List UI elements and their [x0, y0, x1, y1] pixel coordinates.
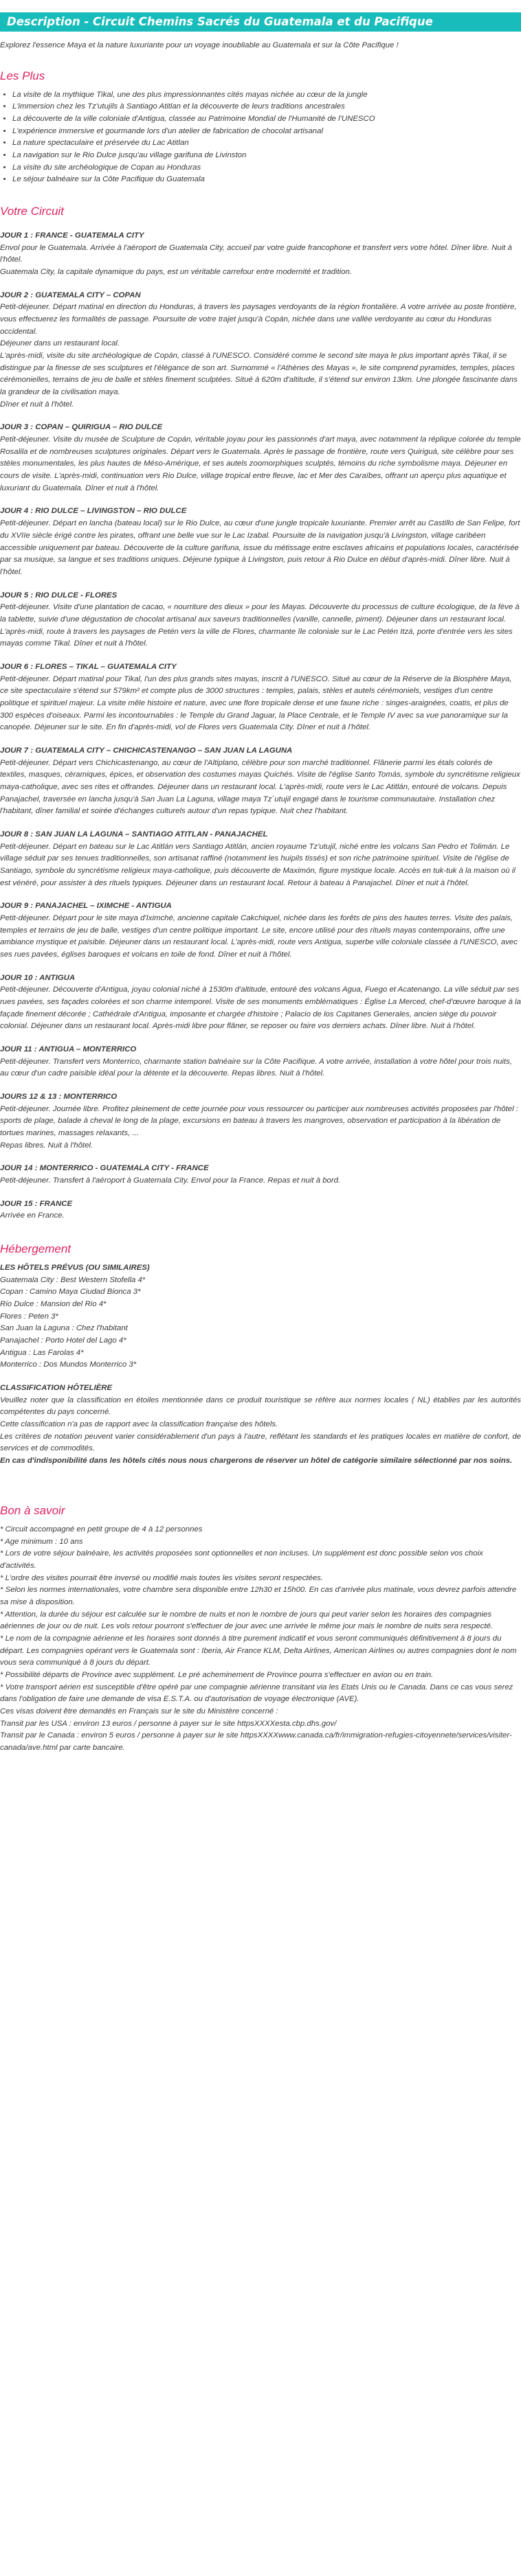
classification-title: CLASSIFICATION HÔTELIÈRE — [0, 1384, 113, 1393]
hebergement-heading: Hébergement — [0, 1242, 71, 1256]
plus-item: • Le séjour balnéaire sur la Côte Pacifique du Guatemala — [12, 174, 521, 186]
day-body: Petit-déjeuner. Transfert vers Monterrico, charmante station balnéaire sur la Côte Pacifique. A votre arrivée, installation à votre hôtel pour trois nuits, au cœur d'un cadre paisible idéal pour la détente et la découverte. Repas libres. Nuit à l'hôtel. — [0, 1057, 512, 1078]
note-item: * Lors de votre séjour balnéaire, les activités proposées sont optionnelles et non incluses. Un supplément est donc possible selon vos choix d'activités. — [0, 1549, 483, 1570]
plus-item: • La navigation sur le Rio Dulce jusqu'au village garifuna de Livinston — [12, 150, 521, 162]
note-item: * Possibilité départs de Province avec supplément. Le pré acheminement de Province pourra s'effectuer en avion ou en train. — [0, 1670, 434, 1679]
note-item: * Selon les normes internationales, votre chambre sera disponible entre 12h30 et 15h00. En cas d'arrivée plus matinale, vous devrez parfois attendre sa mise à disposition. — [0, 1586, 517, 1606]
classification-paragraph: Veuillez noter que la classification en étoiles mentionnée dans ce produit touristique se réfère aux normes locales ( NL) établies par les autorités compétentes du pays concerné. — [0, 1395, 521, 1417]
day-title: JOUR 8 : SAN JUAN LA LAGUNA – SANTIAGO ATITLAN - PANAJACHEL — [0, 830, 268, 839]
day-body: Petit-déjeuner. Départ vers Chichicastenango, au cœur de l'Altiplano, célèbre pour son marché traditionnel. Flânerie parmi les étals colorés de textiles, masques, céramiques, épices, et observation des costumes mayas Quichés. Visite de l'église Santo Tomás, symbole du syncrétisme religieux maya-catholique, avec ses rites et offrandes. Déjeuner dans un restaurant local. L'après-midi, route vers le Lac Atitlán, entouré de volcans. Depuis Panajachel, traversée en lancha jusqu'à San Juan La Laguna, village maya Tz´utujil engagé dans le tourisme communautaire. Installation chez l'habitant, dîner familial et soirée d'échanges culturels autour d'un repas typique. Nuit chez l'habitant. — [0, 758, 520, 816]
itinerary — [0, 230, 521, 1222]
note-item: * Circuit accompagné en petit groupe de 4 à 12 personnes — [0, 1525, 203, 1534]
day-body: Petit-déjeuner. Départ en lancha (bateau local) sur le Rio Dulce, au cœur d'une jungle tropicale luxuriante. Premier arrêt au Castillo de San Felipe, fort du XVIIe siècle érigé contre les pirates, offrant une belle vue sur le Lac Izabal. Poursuite de la navigation jusqu'à Livingston, village caribéen accessible uniquement par bateau. Découverte de la culture garifuna, issue du métissage entre esclaves africains et populations locales, caractérisée par sa musique, sa langue et ses traditions uniques. Déjeune typique à Livingston, puis retour à Rio Dulce en début d'après-midi. Dîner libre. Nuit à l'hôtel. — [0, 519, 520, 576]
note-item: * Age minimum : 10 ans — [0, 1537, 83, 1546]
hotel-item: Guatemala City : Best Western Stofella 4* — [0, 1275, 146, 1284]
day-title: JOUR 11 : ANTIGUA – MONTERRICO — [0, 1045, 137, 1054]
hotel-item: Antigua : Las Farolas 4* — [0, 1348, 84, 1357]
hotel-item: Panajachel : Porto Hotel del Lago 4* — [0, 1336, 126, 1345]
day-body: Petit-déjeuner. Départ matinal pour Tikal, l'un des plus grands sites mayas, inscrit à l'UNESCO. Situé au cœur de la Réserve de la Biosphère Maya, ce site spectaculaire s'étend sur 579km² et compte plus de 3000 structures : temples, palais, stèles et autels cérémoniels, vestiges d'un centre politique et spirituel majeur. La visite mêle histoire et nature, avec une flore tropicale dense et une faune riche : singes-araignées, coatis, et plus de 300 espèces d'oiseaux. Parmi les incontournables : le Temple du Grand Jaguar, la Place Centrale, et le Temple IV avec sa vue panoramique sur la canopée. Déjeuner sur le site. En fin d'après-midi, vol de Flores vers Guatemala City. Dîner et nuit à l'hôtel. — [0, 674, 512, 732]
day-body: Petit-déjeuner. Départ pour le site maya d'Iximché, ancienne capitale Cakchiquel, nichée dans les forêts de pins des hautes terres. Visite des palais, temples et terrains de jeu de balle, vestiges d'un centre politique important. Le site, encore utilisé pour des rituels mayas contemporains, offre une ambiance mystique et paisible. Déjeuner dans un restaurant local. L'après-midi, route vers Antigua, superbe ville coloniale classée à l'UNESCO, avec ses rues pavées, églises baroques et volcans en toile de fond. Dîner et nuit à l'hôtel. — [0, 913, 518, 959]
circuit-heading: Votre Circuit — [0, 205, 64, 218]
classification-text — [0, 1395, 521, 1455]
day-title: JOUR 3 : COPAN – QUIRIGUA – RIO DULCE — [0, 423, 163, 432]
day-title: JOUR 4 : RIO DULCE – LIVINGSTON – RIO DULCE — [0, 507, 187, 516]
plus-item: • L'expérience immersive et gourmande lors d'un atelier de fabrication de chocolat artisanal — [12, 126, 521, 138]
plus-item: • L'immersion chez les Tz'utujils à Santiago Atitlan et la découverte de leurs traditions ancestrales — [12, 101, 521, 113]
hotel-item: Monterrico : Dos Mundos Monterrico 3* — [0, 1360, 137, 1369]
classification-note: En cas d'indisponibilité dans les hôtels cités nous nous chargerons de réserver un hôtel de catégorie similaire sélectionné par nos soins. — [0, 1457, 513, 1466]
day-body: Petit-déjeuner. Départ matinal en direction du Honduras, à travers les paysages verdoyants de la région frontalière. A votre arrivée au poste frontière, vous effectuerez les formalités de passage. Poursuite de votre trajet jusqu'à Copán, nichée dans une vallée verdoyante au cœur du Honduras occidental. Déjeuner dans un restaurant local. L'après-midi, visite du site archéologique de Copán, classé à l'UNESCO. Considéré comme le second site maya le plus important après Tikal, il se distingue par la finesse de ses sculptures et l'élégance de son art. Surnommé « l'Athènes des Mayas », le site comprend pyramides, temples, places cérémonielles, terrains de jeu de balle et stèles finement sculptées. Situé à 620m d'altitude, il s'étend sur environ 13km. Une plongée fascinante dans la grandeur de la civilisation maya. Dîner et nuit à l'hôtel. — [0, 303, 518, 409]
day-title: JOUR 15 : FRANCE — [0, 1199, 73, 1208]
day-body: Petit-déjeuner. Visite du musée de Sculpture de Copán, véritable joyau pour les passionnés d'art maya, avec notamment la réplique colorée du temple Rosalila et de nombreuses sculptures originales. Départ vers le Guatemala. Après le passage de frontière, route vers Quiriguá, site célèbre pour ses stèles monumentales, les plus hautes de Méso-Amérique, et ses autels zoomorphiques sculptés, témoins du riche symbolisme maya. Déjeuner en cours de visite. L'après-midi, continuation vers Rio Dulce, village tropical entre fleuve, lac et Mer des Caraïbes, offrant un aperçu plus aquatique et luxuriant du Guatemala. Dîner et nuit à l'hôtel. — [0, 435, 521, 492]
day-body: Petit-déjeuner. Journée libre. Profitez pleinement de cette journée pour vous ressourcer ou participer aux nombreuses activités proposées par l'hôtel : sports de plage, balade à cheval le long de la plage, excursions en bateau à travers les mangroves, observation et participation à la libération de tortues marines, massages relaxants, ... Repas libres. Nuit à l'hôtel. — [0, 1104, 518, 1150]
day-title: JOUR 5 : RIO DULCE - FLORES — [0, 591, 118, 600]
hotels-title: LES HÔTELS PRÉVUS (OU SIMILAIRES) — [0, 1264, 150, 1273]
hotel-list — [0, 1275, 521, 1371]
plus-heading: Les Plus — [0, 69, 45, 82]
day-title: JOUR 9 : PANAJACHEL – IXIMCHE - ANTIGUA — [0, 902, 172, 911]
day-body: Petit-déjeuner. Départ en bateau sur le Lac Atitlán vers Santiago Atitlán, ancien royaume Tz'utujil, niché entre les volcans San Pedro et Tolimán. Le village séduit par ses tenues traditionnelles, son artisanat raffiné (notamment les huipils tissés) et son riche patrimoine spirituel. Visite de l'église de Santiago, symbole du syncrétisme religieux maya-catholique, puis découverte de Maximón, figure mystique locale. Accès en tuk-tuk à la maison où il est vénéré, pour assister à des rituels typiques. Déjeuner dans un restaurant local. Retour à bateau à Panajachel. Dîner et nuit à l'hôtel. — [0, 842, 516, 887]
day-title: JOUR 2 : GUATEMALA CITY – COPAN — [0, 290, 141, 299]
plus-item: • La visite du site archéologique de Copan au Honduras — [12, 162, 521, 174]
plus-list — [0, 89, 521, 186]
note-item: * L'ordre des visites pourrait être inversé ou modifié mais toutes les visites seront respectées. — [0, 1573, 324, 1582]
note-item: Transit par les USA : environ 13 euros / personne à payer sur le site httpsXXXXesta.cbp.dhs.gov/ — [0, 1719, 337, 1728]
day-title: JOUR 1 : FRANCE - GUATEMALA CITY — [0, 231, 144, 240]
content — [0, 40, 521, 1755]
day-title: JOURS 12 & 13 : MONTERRICO — [0, 1093, 118, 1102]
day-title: JOUR 6 : FLORES – TIKAL – GUATEMALA CITY — [0, 662, 177, 671]
plus-item: • La nature spectaculaire et préservée du Lac Atitlan — [12, 137, 521, 150]
plus-item: • La visite de la mythique Tikal, une des plus impressionnantes cités mayas nichée au cœur de la jungle — [12, 89, 521, 102]
note-item: * Le nom de la compagnie aérienne et les horaires sont donnés à titre purement indicatif et vous seront communiqués définitivement à 8 jours du départ. Les compagnies opérant vers le Guatemala sont : Iberia, Air France KLM, Delta Airlines, American Airlines ou autres compagnies dont le nom vous sera communiqué à 8 jours du départ. — [0, 1634, 517, 1667]
day-body: Petit-déjeuner. Découverte d'Antigua, joyau colonial niché à 1530m d'altitude, entouré des volcans Agua, Fuego et Acatenango. La ville séduit par ses rues pavées, ses façades colorées et son charme intemporel. Visite de ses monuments emblématiques : Église La Merced, chef-d'œuvre baroque à la façade finement décorée ; Cathédrale d'Antigua, imposante et chargée d'histoire ; Palacio de los Capitanes Generales, ancien siège du pouvoir colonial. Déjeuner dans un restaurant local. Après-midi libre pour flâner, se reposer ou faire vos derniers achats. Dîner libre. Nuit à l'hôtel. — [0, 985, 521, 1031]
note-item: * Attention, la durée du séjour est calculée sur le nombre de nuits et non le nombre de jours qui peut varier selon les horaires des compagnies aériennes de jour ou de nuit. Les vols retour pourront s'effectuer de jour avec une arrivée le même jour mais le nombre de nuits sera respecté. — [0, 1610, 494, 1631]
hotel-item: Rio Dulce : Mansion del Rio 4* — [0, 1300, 107, 1309]
page-title: Description - Circuit Chemins Sacrés du Guatemala et du Pacifique — [0, 12, 521, 32]
hotel-item: Copan : Camino Maya Ciudad Bionca 3* — [0, 1288, 141, 1297]
classification-paragraph: Cette classification n'a pas de rapport avec la classification française des hôtels. — [0, 1420, 278, 1429]
hotel-item: Flores : Peten 3* — [0, 1312, 58, 1321]
note-item: Transit par le Canada : environ 5 euros / personne à payer sur le site httpsXXXXwww.canada.ca/fr/immigration-refugies-citoyennete/services/visiter-canada/ave.html par carte bancaire. — [0, 1731, 512, 1752]
day-title: JOUR 14 : MONTERRICO - GUATEMALA CITY - FRANCE — [0, 1164, 209, 1173]
plus-item: • La découverte de la ville coloniale d'Antigua, classée au Patrimoine Mondial de l'Humanité de l'UNESCO — [12, 113, 521, 126]
note-item: * Votre transport aérien est susceptible d'être opéré par une compagnie aérienne transitant via les Etats Unis ou le Canada. Dans ce cas vous serez dans l'obligation de faire une demande de visa E.S.T.A. ou d'autorisation de voyage électronique (AVE). — [0, 1683, 513, 1704]
day-body: Envol pour le Guatemala. Arrivée à l'aéroport de Guatemala City, accueil par votre guide francophone et transfert vers votre hôtel. Dîner libre. Nuit à l'hôtel. Guatemala City, la capitale dynamique du pays, est un véritable carrefour entre modernité et tradition. — [0, 243, 512, 277]
intro-text: Explorez l'essence Maya et la nature luxuriante pour un voyage inoubliable au Guatemala et sur la Côte Pacifique ! — [0, 41, 399, 49]
day-title: JOUR 10 : ANTIGUA — [0, 973, 76, 982]
bon-heading: Bon à savoir — [0, 1503, 65, 1517]
day-body: Petit-déjeuner. Transfert à l'aéroport à Guatemala City. Envol pour la France. Repas et nuit à bord. — [0, 1176, 341, 1185]
day-title: JOUR 7 : GUATEMALA CITY – CHICHICASTENANGO – SAN JUAN LA LAGUNA — [0, 746, 293, 755]
note-item: Ces visas doivent être demandés en Français sur le site du Ministère concerné : — [0, 1707, 278, 1716]
day-body: Petit-déjeuner. Visite d'une plantation de cacao, « nourriture des dieux » pour les Mayas. Découverte du processus de culture écologique, de la fève à la tablette, suivie d'une dégustation de chocolat artisanal aux saveurs traditionnelles (vanille, cannelle, piment). Déjeuner dans un restaurant local. L'après-midi, route à travers les paysages de Petén vers la ville de Flores, charmante île coloniale sur le Lac Petén Itzá, porte d'entrée vers les sites mayas comme Tikal. Dîner et nuit à l'hôtel. — [0, 603, 520, 648]
hotel-item: San Juan la Laguna : Chez l'habitant — [0, 1324, 128, 1333]
notes-list — [0, 1524, 521, 1755]
day-body: Arrivée en France. — [0, 1211, 65, 1220]
classification-paragraph: Les critères de notation peuvent varier considérablement d'un pays à l'autre, reflétant les standards et les pratiques locales en matière de confort, de services et de commodités. — [0, 1432, 521, 1453]
